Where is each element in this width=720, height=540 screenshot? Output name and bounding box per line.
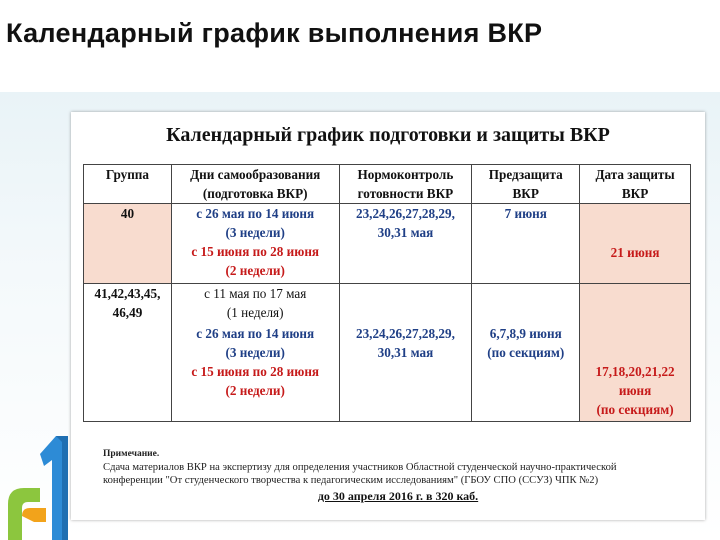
row1-norm-control: 23,24,26,27,28,29, 30,31 мая bbox=[339, 204, 472, 284]
header-group: Группа bbox=[84, 165, 172, 204]
row1-defense-date: 21 июня bbox=[580, 204, 691, 284]
note-heading: Примечание. bbox=[103, 449, 160, 459]
header-defense-date: Дата защиты ВКР bbox=[580, 165, 691, 204]
schedule-document bbox=[71, 112, 705, 520]
header-self-study: Дни самообразования (подготовка ВКР) bbox=[171, 165, 339, 204]
note-block bbox=[103, 448, 693, 503]
table-row bbox=[84, 204, 691, 284]
table-header-row bbox=[84, 165, 691, 204]
decorative-number-one-icon bbox=[34, 432, 74, 540]
schedule-table bbox=[83, 164, 691, 422]
document-title: Календарный график подготовки и защиты ВКР bbox=[166, 124, 610, 146]
row2-pre-defense: 6,7,8,9 июня (по секциям) bbox=[472, 284, 580, 422]
row1-group: 40 bbox=[84, 204, 172, 284]
note-line-1: Сдача материалов ВКР на экспертизу для определения участников Областной студенческой научно-практической bbox=[103, 462, 617, 473]
row2-group: 41,42,43,45, 46,49 bbox=[84, 284, 172, 422]
row2-norm-control: 23,24,26,27,28,29, 30,31 мая bbox=[339, 284, 472, 422]
row1-self-study: с 26 мая по 14 июня (3 недели) с 15 июня по 28 июня (2 недели) bbox=[171, 204, 339, 284]
row2-defense-date: 17,18,20,21,22 июня (по секциям) bbox=[580, 284, 691, 422]
row1-pre-defense: 7 июня bbox=[472, 204, 580, 284]
header-norm-control: Нормоконтроль готовности ВКР bbox=[339, 165, 472, 204]
row2-self-study: с 11 мая по 17 мая (1 неделя) с 26 мая по 14 июня (3 недели) с 15 июня по 28 июня (2 недели) bbox=[171, 284, 339, 422]
note-line-2: конференции "От студенческого творчества к педагогическим исследованиям" (ГБОУ СПО (ССУЗ) ЧПК №2) bbox=[103, 475, 599, 486]
header-pre-defense: Предзащита ВКР bbox=[472, 165, 580, 204]
slide-title: Календарный график выполнения ВКР bbox=[6, 18, 543, 48]
table-row bbox=[84, 284, 691, 422]
note-deadline: до 30 апреля 2016 г. в 320 каб. bbox=[317, 489, 479, 503]
